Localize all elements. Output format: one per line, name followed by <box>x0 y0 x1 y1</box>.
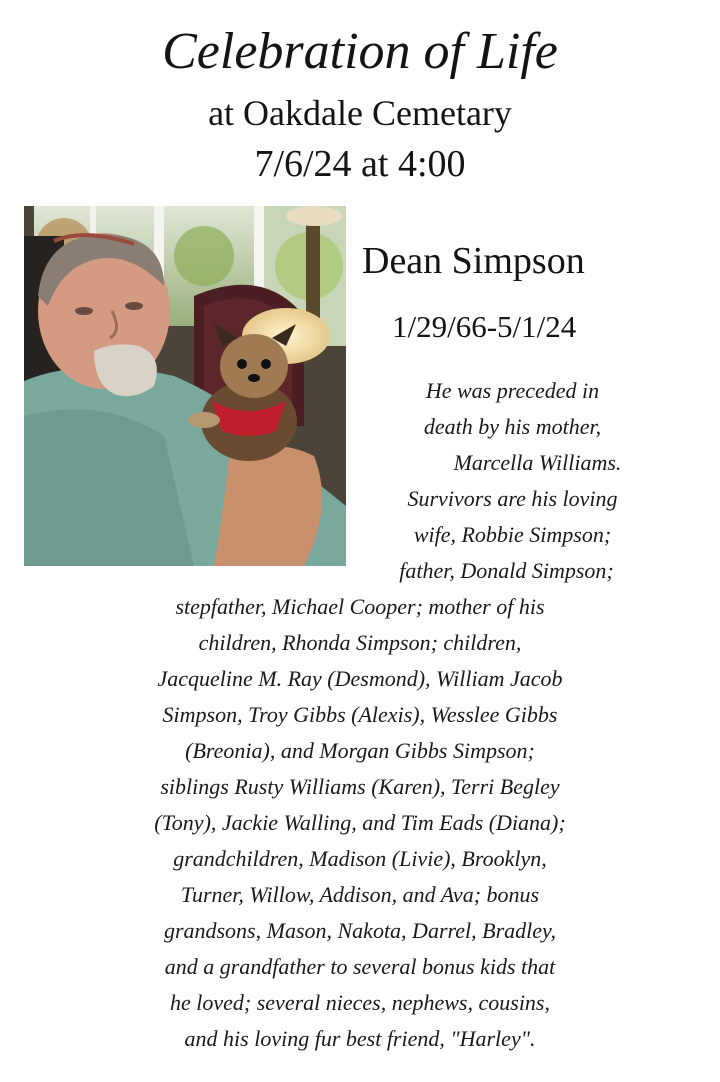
obituary-line: siblings Rusty Williams (Karen), Terri Begley <box>160 774 560 799</box>
obituary-line: children, Rhonda Simpson; children, <box>198 630 522 655</box>
obituary-line: Marcella Williams. <box>453 450 622 475</box>
location-line: at Oakdale Cemetary <box>208 93 512 133</box>
obituary-line: stepfather, Michael Cooper; mother of his <box>175 594 545 619</box>
deceased-name: Dean Simpson <box>362 240 585 282</box>
obituary-line: Jacqueline M. Ray (Desmond), William Jacob <box>157 666 563 691</box>
lifespan-dates: 1/29/66-5/1/24 <box>392 309 577 344</box>
obituary-line: Survivors are his loving <box>407 486 618 511</box>
obituary-line: death by his mother, <box>423 414 602 439</box>
service-datetime: 7/6/24 at 4:00 <box>254 143 466 185</box>
obituary-line: grandchildren, Madison (Livie), Brooklyn, <box>173 846 547 871</box>
obituary-line: Simpson, Troy Gibbs (Alexis), Wesslee Gibbs <box>162 702 558 727</box>
photo-illustration <box>24 206 346 566</box>
obituary-line: wife, Robbie Simpson; <box>413 522 612 547</box>
obituary-line: He was preceded in <box>425 378 600 403</box>
obituary-line: and a grandfather to several bonus kids that <box>164 954 556 979</box>
obituary-line: Turner, Willow, Addison, and Ava; bonus <box>180 882 540 907</box>
obituary-line: (Breonia), and Morgan Gibbs Simpson; <box>185 738 535 763</box>
page-title: Celebration of Life <box>162 23 558 80</box>
memorial-photo <box>24 206 346 566</box>
obituary-line: and his loving fur best friend, "Harley". <box>184 1026 536 1051</box>
obituary-line: (Tony), Jackie Walling, and Tim Eads (Diana); <box>154 810 566 835</box>
obituary-line: father, Donald Simpson; <box>399 558 614 583</box>
obituary-line: grandsons, Mason, Nakota, Darrel, Bradley, <box>163 918 557 943</box>
obituary-line: he loved; several nieces, nephews, cousins, <box>170 990 550 1015</box>
